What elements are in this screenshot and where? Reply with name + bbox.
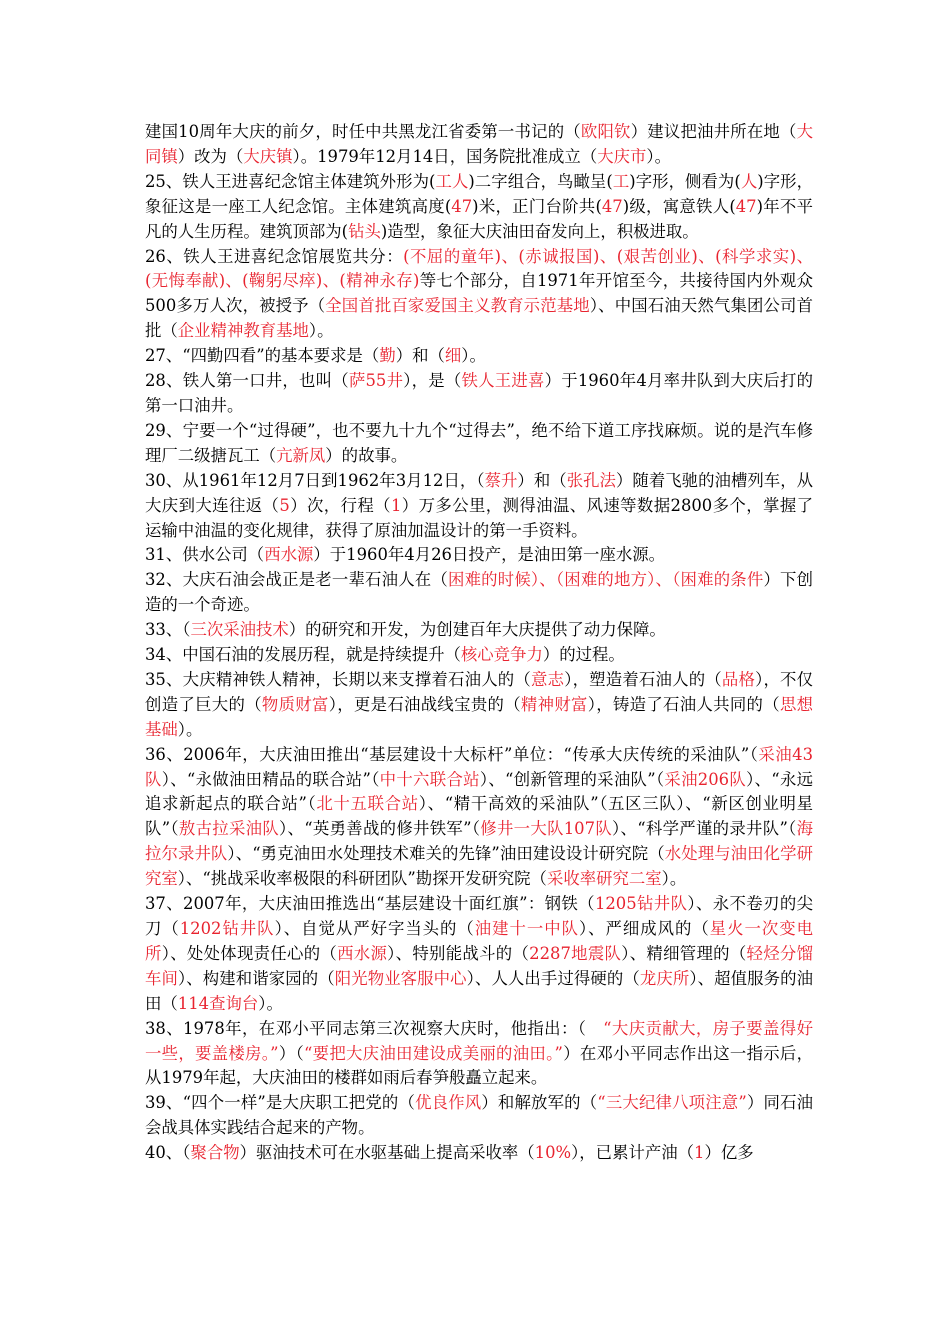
answer-text: 大同镇: [145, 122, 814, 166]
question-text: ）、“勇克油田水处理技术难关的先锋”油田建设设计研究院（: [227, 844, 665, 864]
answer-text: 修井一大队107队: [480, 819, 613, 839]
question-text: ）驱油技术可在水驱基础上提高采收率（: [239, 1143, 535, 1163]
answer-text: 星火一次变电所: [145, 919, 814, 963]
paragraph-intro: [145, 120, 813, 170]
question-text: ）下创造的一个奇迹。: [145, 570, 814, 615]
question-text: 29、宁要一个“过得硬”，也不要九十九个“过得去”，绝不给下道工序找麻烦。说的是汽车修理厂二级搪瓦工（: [145, 420, 813, 465]
answer-text: 铁人王进喜: [461, 371, 545, 391]
question-text: 37、2007年，大庆油田推选出“基层建设十面红旗”：钢铁（: [145, 894, 595, 914]
question-text: ）改为（: [177, 146, 244, 166]
answer-text: 张孔法: [566, 470, 616, 490]
question-text: 34、中国石油的发展历程，就是持续提升（: [145, 645, 461, 665]
question-text: ）。: [177, 719, 203, 739]
question-text: ）、“英勇善战的修井铁军”（: [279, 819, 481, 839]
question-text: ）建议把油井所在地（: [630, 122, 797, 141]
question-text: 35、大庆精神铁人精神，长期以来支撑着石油人的（: [145, 669, 531, 689]
answer-text: 114查询台: [177, 993, 259, 1013]
answer-text: 工人: [435, 171, 469, 191]
question-text: ）、精细管理的（: [621, 943, 747, 963]
question-text: )二字组合，鸟瞰呈(: [468, 171, 613, 191]
answer-text: 全国首批百家爱国主义教育示范基地: [325, 296, 590, 316]
question-text: ）的过程。: [542, 645, 625, 665]
answer-text: 品格: [721, 669, 756, 689]
answer-text: “大庆贡献大，房子要盖得好一些，要盖楼房。”: [145, 1018, 813, 1063]
answer-text: 采油206队: [664, 769, 747, 789]
answer-text: 油建十一中队: [474, 919, 580, 938]
answer-text: 中十六联合站: [379, 769, 480, 789]
question-text: ）。1979年12月14日，国务院批准成立（: [292, 146, 598, 166]
paragraph-q29: [145, 419, 813, 469]
question-text: ）、人人出手过得硬的（: [466, 968, 640, 988]
answer-text: 47: [735, 196, 757, 216]
question-text: ）的故事。: [325, 445, 408, 465]
answer-text: 47: [601, 196, 623, 216]
paragraph-q28: [145, 369, 813, 419]
answer-text: 采油43队: [145, 744, 814, 789]
document-page: [145, 120, 813, 1166]
answer-text: 5: [279, 495, 290, 515]
paragraph-q37: [145, 892, 813, 1017]
answer-text: 勤: [379, 346, 396, 366]
answer-text: 敖古拉采油队: [178, 819, 280, 839]
question-text: ）的研究和开发，为创建百年大庆提供了动力保障。: [288, 620, 666, 640]
answer-text: 亢新凤: [276, 445, 326, 465]
answer-text: 北十五联合站: [316, 794, 419, 814]
answer-text: 西水源: [264, 545, 314, 565]
question-text: )米，正门台阶共(: [472, 196, 602, 216]
question-text: 32、大庆石油会战正是老一辈石油人在（: [145, 570, 448, 590]
paragraph-q34: [145, 643, 813, 668]
question-text: )造型，象征大庆油田奋发向上，积极进取。: [380, 221, 699, 241]
question-text: 等七个部分，自1971年开馆至今，共接待国内外观众500多万人次，被授予（: [145, 271, 813, 316]
answer-text: 大庆市: [597, 146, 647, 166]
paragraph-q36: [145, 743, 813, 892]
question-text: ）、超值服务的油田（: [145, 968, 813, 1013]
answer-text: 聚合物: [190, 1143, 240, 1163]
question-text: ）、“挑战采收率极限的科研团队”勘探开发研究院（: [177, 869, 547, 889]
question-text: 31、供水公司（: [145, 545, 265, 565]
paragraph-q26: [145, 245, 813, 345]
question-text: )字形，象征这是一座工人纪念馆。主体建筑高度(: [145, 171, 814, 216]
answer-text: 企业精神教育基地: [177, 321, 309, 341]
question-text: ）、构建和谐家园的（: [177, 968, 335, 988]
answer-text: 精神财富: [520, 694, 588, 714]
answer-text: 优良作风: [415, 1093, 482, 1113]
question-text: 39、“四个一样”是大庆职工把党的（: [145, 1093, 416, 1113]
answer-text: “要把大庆油田建设成美丽的油田。”: [304, 1043, 563, 1063]
question-text: ）和解放军的（: [481, 1093, 598, 1113]
question-text: ）。: [661, 869, 687, 889]
question-text: ）同石油会战具体实践结合起来的产物。: [145, 1093, 814, 1138]
answer-text: 意志: [531, 669, 565, 689]
question-text: ）、“永远追求新起点的联合站”（: [145, 769, 814, 814]
answer-text: 蔡升: [484, 470, 518, 490]
answer-text: 水处理与油田化学研究室: [145, 844, 814, 889]
question-text: ）、中国石油天然气集团公司首批（: [145, 296, 813, 341]
answer-text: 1202钻井队: [179, 919, 275, 938]
question-text: ）。: [308, 321, 334, 341]
paragraph-q39: [145, 1091, 813, 1141]
question-text: ）次，行程（: [289, 495, 391, 515]
answer-text: 1: [694, 1143, 705, 1163]
answer-text: 1205钻井队: [594, 894, 688, 914]
answer-text: 钻头: [348, 221, 381, 241]
question-text: ）。: [646, 146, 671, 166]
question-text: ）（: [278, 1043, 304, 1063]
answer-text: 萨55井: [348, 371, 404, 391]
question-text: ）亿多: [704, 1143, 754, 1163]
answer-text: 欧阳钦: [580, 122, 631, 141]
question-text: ）。: [258, 993, 283, 1013]
question-text: ）和（: [395, 346, 445, 366]
question-text: 36、2006年，大庆油田推出“基层建设十大标杆”单位：“传承大庆传统的采油队”（: [145, 744, 759, 764]
answer-text: 人: [740, 171, 758, 191]
question-text: ）于1960年4月率井队到大庆后打的第一口油井。: [145, 371, 814, 415]
question-text: ），塑造着石油人的（: [564, 669, 722, 689]
question-text: ）和（: [517, 470, 567, 490]
paragraph-q33: [145, 618, 813, 643]
answer-text: 工: [612, 171, 630, 191]
paragraph-q30: [145, 469, 813, 544]
answer-text: 物质财富: [261, 694, 329, 714]
paragraph-q32: [145, 568, 813, 618]
question-text: 30、从1961年12月7日到1962年3月12日，（: [145, 470, 485, 490]
question-text: ）、“永做油田精品的联合站”（: [161, 769, 380, 789]
answer-text: 三次采油技术: [190, 620, 289, 640]
question-text: )字形，侧看为(: [629, 171, 741, 191]
answer-text: 细: [444, 346, 462, 366]
answer-text: (不屈的童年)、(赤诚报国)、(艰苦创业)、(科学求实)、(无悔奉献)、(鞠躬尽瘁)、(精神永存): [145, 246, 813, 291]
question-text: ）、特别能战斗的（: [387, 943, 530, 963]
answer-text: 1: [390, 495, 402, 515]
question-text: 28、铁人第一口井，也叫（: [145, 371, 349, 391]
question-text: 27、“四勤四看”的基本要求是（: [145, 346, 380, 366]
paragraph-q25: [145, 170, 813, 245]
answer-text: 龙庆所: [639, 968, 690, 988]
question-text: ），是（: [403, 371, 462, 391]
paragraph-q38: [145, 1017, 813, 1092]
answer-text: 轻烃分馏车间: [145, 943, 814, 988]
question-text: 40、（: [145, 1143, 191, 1163]
question-text: 33、（: [145, 620, 191, 640]
question-text: 38、1978年，在邓小平同志第三次视察大庆时，他指出：（: [145, 1018, 604, 1038]
answer-text: 思想基础: [145, 694, 814, 739]
answer-text: 阳光物业客服中心: [334, 968, 467, 988]
question-text: ）万多公里，测得油温、风速等数据2800多个，掌握了运输中油温的变化规律，获得了原油加温设计的第一手资料。: [145, 495, 813, 540]
answer-text: 核心竞争力: [460, 645, 543, 665]
question-text: ），不仅创造了巨大的（: [145, 669, 814, 714]
question-text: ），已累计产油（: [571, 1143, 695, 1163]
paragraph-q35: [145, 668, 813, 743]
question-text: ）在邓小平同志作出这一指示后，从1979年起，大庆油田的楼群如雨后春笋般矗立起来。: [145, 1043, 813, 1088]
question-text: )级，寓意铁人(: [622, 196, 736, 216]
question-text: ）、处处体现责任心的（: [161, 943, 338, 963]
answer-text: 47: [451, 196, 473, 216]
question-text: ）、“精干高效的采油队”（五区三队）、“新区创业明星队”（: [145, 794, 814, 839]
paragraph-q27: [145, 344, 813, 369]
question-text: ）、自觉从严好字当头的（: [274, 919, 475, 938]
question-text: 建国10周年大庆的前夕，时任中共黑龙江省委第一书记的（: [145, 122, 581, 141]
answer-text: 2287地震队: [529, 943, 622, 963]
question-text: ）、严细成风的（: [579, 919, 710, 938]
question-text: ），铸造了石油人共同的（: [587, 694, 780, 714]
question-text: ）、“科学严谨的录井队”（: [612, 819, 797, 839]
paragraph-q40: [145, 1141, 813, 1166]
question-text: ）于1960年4月26日投产，是油田第一座水源。: [313, 545, 666, 565]
answer-text: 海拉尔录井队: [145, 819, 814, 864]
question-text: 26、铁人王进喜纪念馆展览共分：: [145, 246, 404, 266]
answer-text: 10%: [534, 1143, 572, 1163]
answer-text: 困难的时候）、（困难的地方）、（困难的条件: [447, 570, 764, 590]
question-text: ），更是石油战线宝贵的（: [328, 694, 521, 714]
question-text: 25、铁人王进喜纪念馆主体建筑外形为(: [145, 171, 436, 191]
paragraph-q31: [145, 543, 813, 568]
question-text: ）。: [461, 346, 486, 366]
answer-text: “三大纪律八项注意”: [597, 1093, 747, 1113]
answer-text: 采收率研究二室: [546, 869, 662, 889]
answer-text: 大庆镇: [243, 146, 293, 166]
question-text: ）、“创新管理的采油队”（: [479, 769, 665, 789]
question-text: ）、永不卷刃的尖刀（: [145, 894, 813, 938]
question-text: ）随着飞驰的油槽列车，从大庆到大连往返（: [145, 470, 814, 515]
question-text: )年不平凡的人生历程。建筑顶部为(: [145, 196, 813, 241]
answer-text: 西水源: [337, 943, 388, 963]
